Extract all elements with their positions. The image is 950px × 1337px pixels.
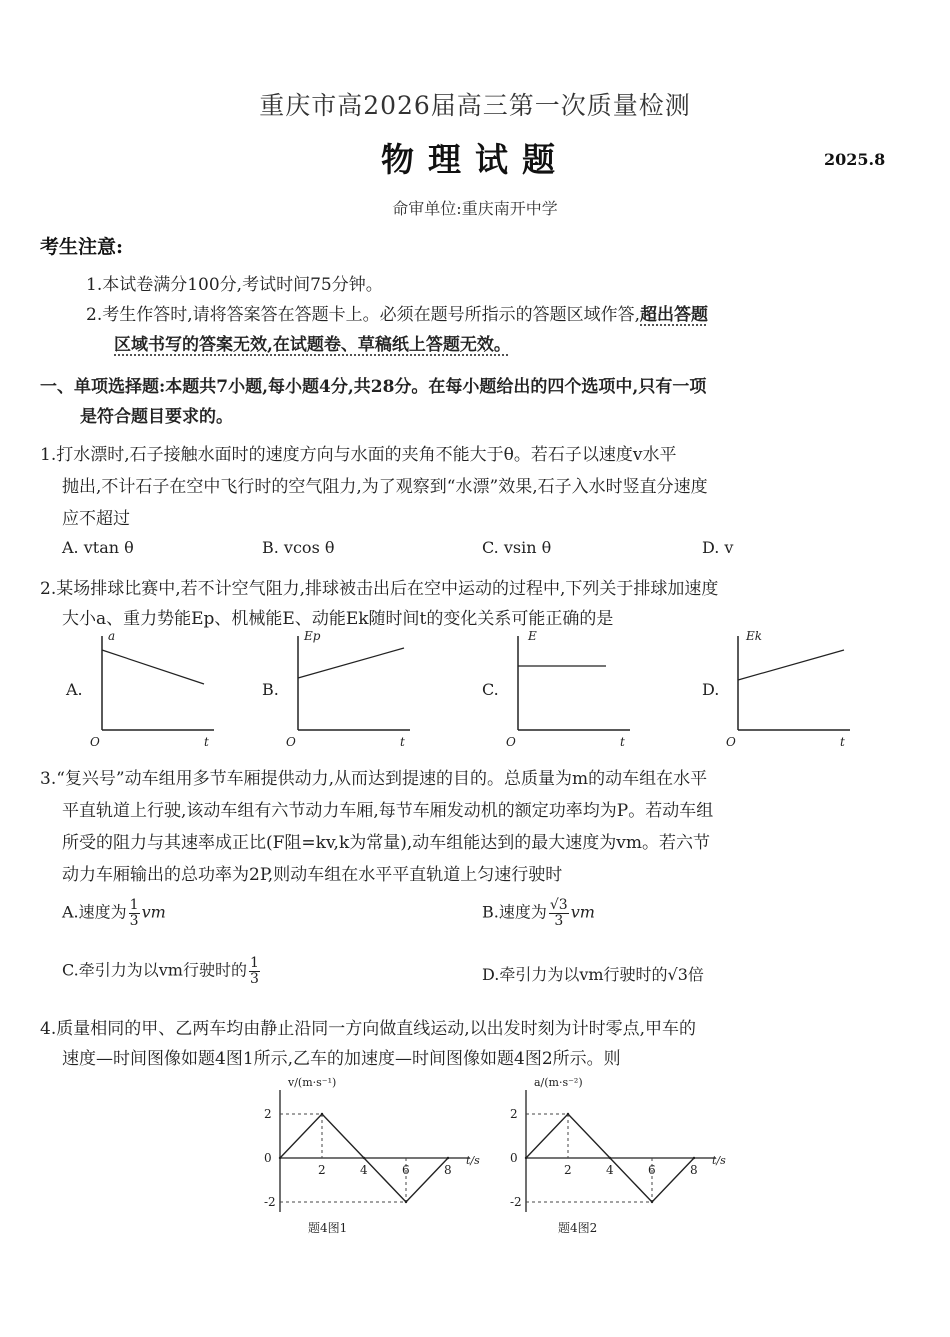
notice-item-2: 2.考生作答时,请将答案答在答题卡上。必须在题号所指示的答题区域作答,超出答题 — [86, 305, 709, 325]
y-axis-label: Ek — [746, 629, 763, 643]
origin-label: O — [90, 735, 100, 749]
q2-graph-c — [498, 628, 638, 752]
q3-line-1: 3.“复兴号”动车组用多节车厢提供动力,从而达到提速的目的。总质量为m的动车组在水平 — [40, 769, 708, 789]
origin-label: O — [286, 735, 296, 749]
y-tick-label: 0 — [264, 1151, 272, 1165]
setter-unit: 命审单位:重庆南开中学 — [392, 199, 558, 218]
q2-line-2: 大小a、重力势能Ep、机械能E、动能Ek随时间t的变化关系可能正确的是 — [62, 609, 614, 629]
q4-line-1: 4.质量相同的甲、乙两车均由静止沿同一方向做直线运动,以出发时刻为计时零点,甲车的 — [40, 1019, 697, 1039]
y-tick-label: -2 — [264, 1195, 276, 1209]
y-tick-label: 0 — [510, 1151, 518, 1165]
exam-title: 重庆市高2026届高三第一次质量检测 — [259, 91, 691, 120]
origin-label: O — [726, 735, 736, 749]
notice-item-1: 1.本试卷满分100分,考试时间75分钟。 — [86, 275, 383, 295]
fraction: $\frac{√3}{3}$ — [549, 897, 568, 929]
y-tick-label: 2 — [510, 1107, 518, 1121]
y-axis-label: Ep — [304, 629, 321, 643]
figure-caption: 题4图2 — [558, 1221, 598, 1235]
x-axis-label: t — [840, 735, 845, 749]
x-tick-label: 4 — [606, 1163, 614, 1177]
y-axis-label: a — [108, 629, 116, 643]
q2-graph-a-label: A. — [66, 680, 83, 699]
q2-graph-c-label: C. — [482, 680, 499, 699]
q2-graph-b-label: B. — [262, 680, 279, 699]
x-axis-label: t/s — [712, 1154, 726, 1167]
q1-option-b: B. vcos θ — [262, 538, 335, 557]
y-tick-label: 2 — [264, 1107, 272, 1121]
x-tick-label: 4 — [360, 1163, 368, 1177]
q2-graph-a — [82, 628, 222, 752]
data-point — [567, 1113, 569, 1115]
y-tick-label: -2 — [510, 1195, 522, 1209]
q1-line-2: 抛出,不计石子在空中飞行时的空气阻力,为了观察到“水漂”效果,石子入水时竖直分速度 — [62, 477, 708, 497]
q2-graph-b — [278, 628, 418, 752]
y-axis-label: a/(m·s⁻²) — [534, 1076, 583, 1089]
x-axis-label: t — [620, 735, 625, 749]
section1-heading-cont: 是符合题目要求的。 — [80, 407, 233, 427]
fraction: $\frac{1}{3}$ — [129, 897, 139, 929]
x-axis-label: t — [400, 735, 405, 749]
q3-line-2: 平直轨道上行驶,该动车组有六节动力车厢,每节车厢发动机的额定功率均为P。若动车组 — [62, 801, 714, 821]
notice-item-2-cont: 区域书写的答案无效,在试题卷、草稿纸上答题无效。 — [114, 335, 511, 355]
x-tick-label: 8 — [690, 1163, 698, 1177]
q4-figure-1 — [248, 1072, 498, 1244]
x-tick-label: 6 — [648, 1163, 656, 1177]
y-axis-label: E — [528, 629, 537, 643]
q1-line-3: 应不超过 — [62, 509, 130, 529]
data-point — [525, 1157, 527, 1159]
data-point — [321, 1113, 323, 1115]
q2-graph-d — [718, 628, 858, 752]
data-point — [609, 1157, 611, 1159]
x-axis-label: t/s — [466, 1154, 480, 1167]
q1-option-c: C. vsin θ — [482, 538, 552, 557]
q4-line-2: 速度—时间图像如题4图1所示,乙车的加速度—时间图像如题4图2所示。则 — [62, 1049, 621, 1069]
graph-line — [102, 650, 204, 684]
q3-option-c: C.牵引力为以vm行驶时的 $\frac{1}{3}$ — [62, 955, 259, 987]
q1-option-d: D. v — [702, 538, 734, 557]
graph-line — [298, 648, 404, 678]
q4-figure-2 — [494, 1072, 744, 1244]
data-point — [279, 1157, 281, 1159]
notice-heading: 考生注意: — [40, 236, 124, 258]
section1-heading: 一、单项选择题:本题共7小题,每小题4分,共28分。在每小题给出的四个选项中,只有一项 — [40, 377, 707, 397]
q1-option-a: A. vtan θ — [62, 538, 134, 557]
x-tick-label: 8 — [444, 1163, 452, 1177]
subject-title: 物理试题 — [381, 140, 569, 179]
q3-option-b: B.速度为 $\frac{√3}{3}$ vm — [482, 897, 595, 929]
fraction: $\frac{1}{3}$ — [249, 955, 259, 987]
origin-label: O — [506, 735, 516, 749]
data-point — [693, 1157, 695, 1159]
x-tick-label: 2 — [318, 1163, 326, 1177]
data-point — [447, 1157, 449, 1159]
q1-line-1: 1.打水漂时,石子接触水面时的速度方向与水面的夹角不能大于θ。若石子以速度v水平 — [40, 445, 677, 465]
graph-line — [738, 650, 844, 680]
figure-caption: 题4图1 — [308, 1221, 348, 1235]
y-axis-label: v/(m·s⁻¹) — [288, 1076, 337, 1089]
data-point — [651, 1201, 653, 1203]
data-point — [363, 1157, 365, 1159]
q3-line-4: 动力车厢输出的总功率为2P,则动车组在水平平直轨道上匀速行驶时 — [62, 865, 563, 885]
q3-option-a: A.速度为 $\frac{1}{3}$ vm — [62, 897, 166, 929]
q2-line-1: 2.某场排球比赛中,若不计空气阻力,排球被击出后在空中运动的过程中,下列关于排球加速度 — [40, 579, 719, 599]
q2-graph-d-label: D. — [702, 680, 720, 699]
x-axis-label: t — [204, 735, 209, 749]
x-tick-label: 6 — [402, 1163, 410, 1177]
data-point — [405, 1201, 407, 1203]
exam-date: 2025.8 — [824, 150, 886, 169]
q3-option-d: D.牵引力为以vm行驶时的√3倍 — [482, 965, 704, 984]
x-tick-label: 2 — [564, 1163, 572, 1177]
q3-line-3: 所受的阻力与其速率成正比(F阻=kv,k为常量),动车组能达到的最大速度为vm。若六节 — [62, 833, 711, 853]
